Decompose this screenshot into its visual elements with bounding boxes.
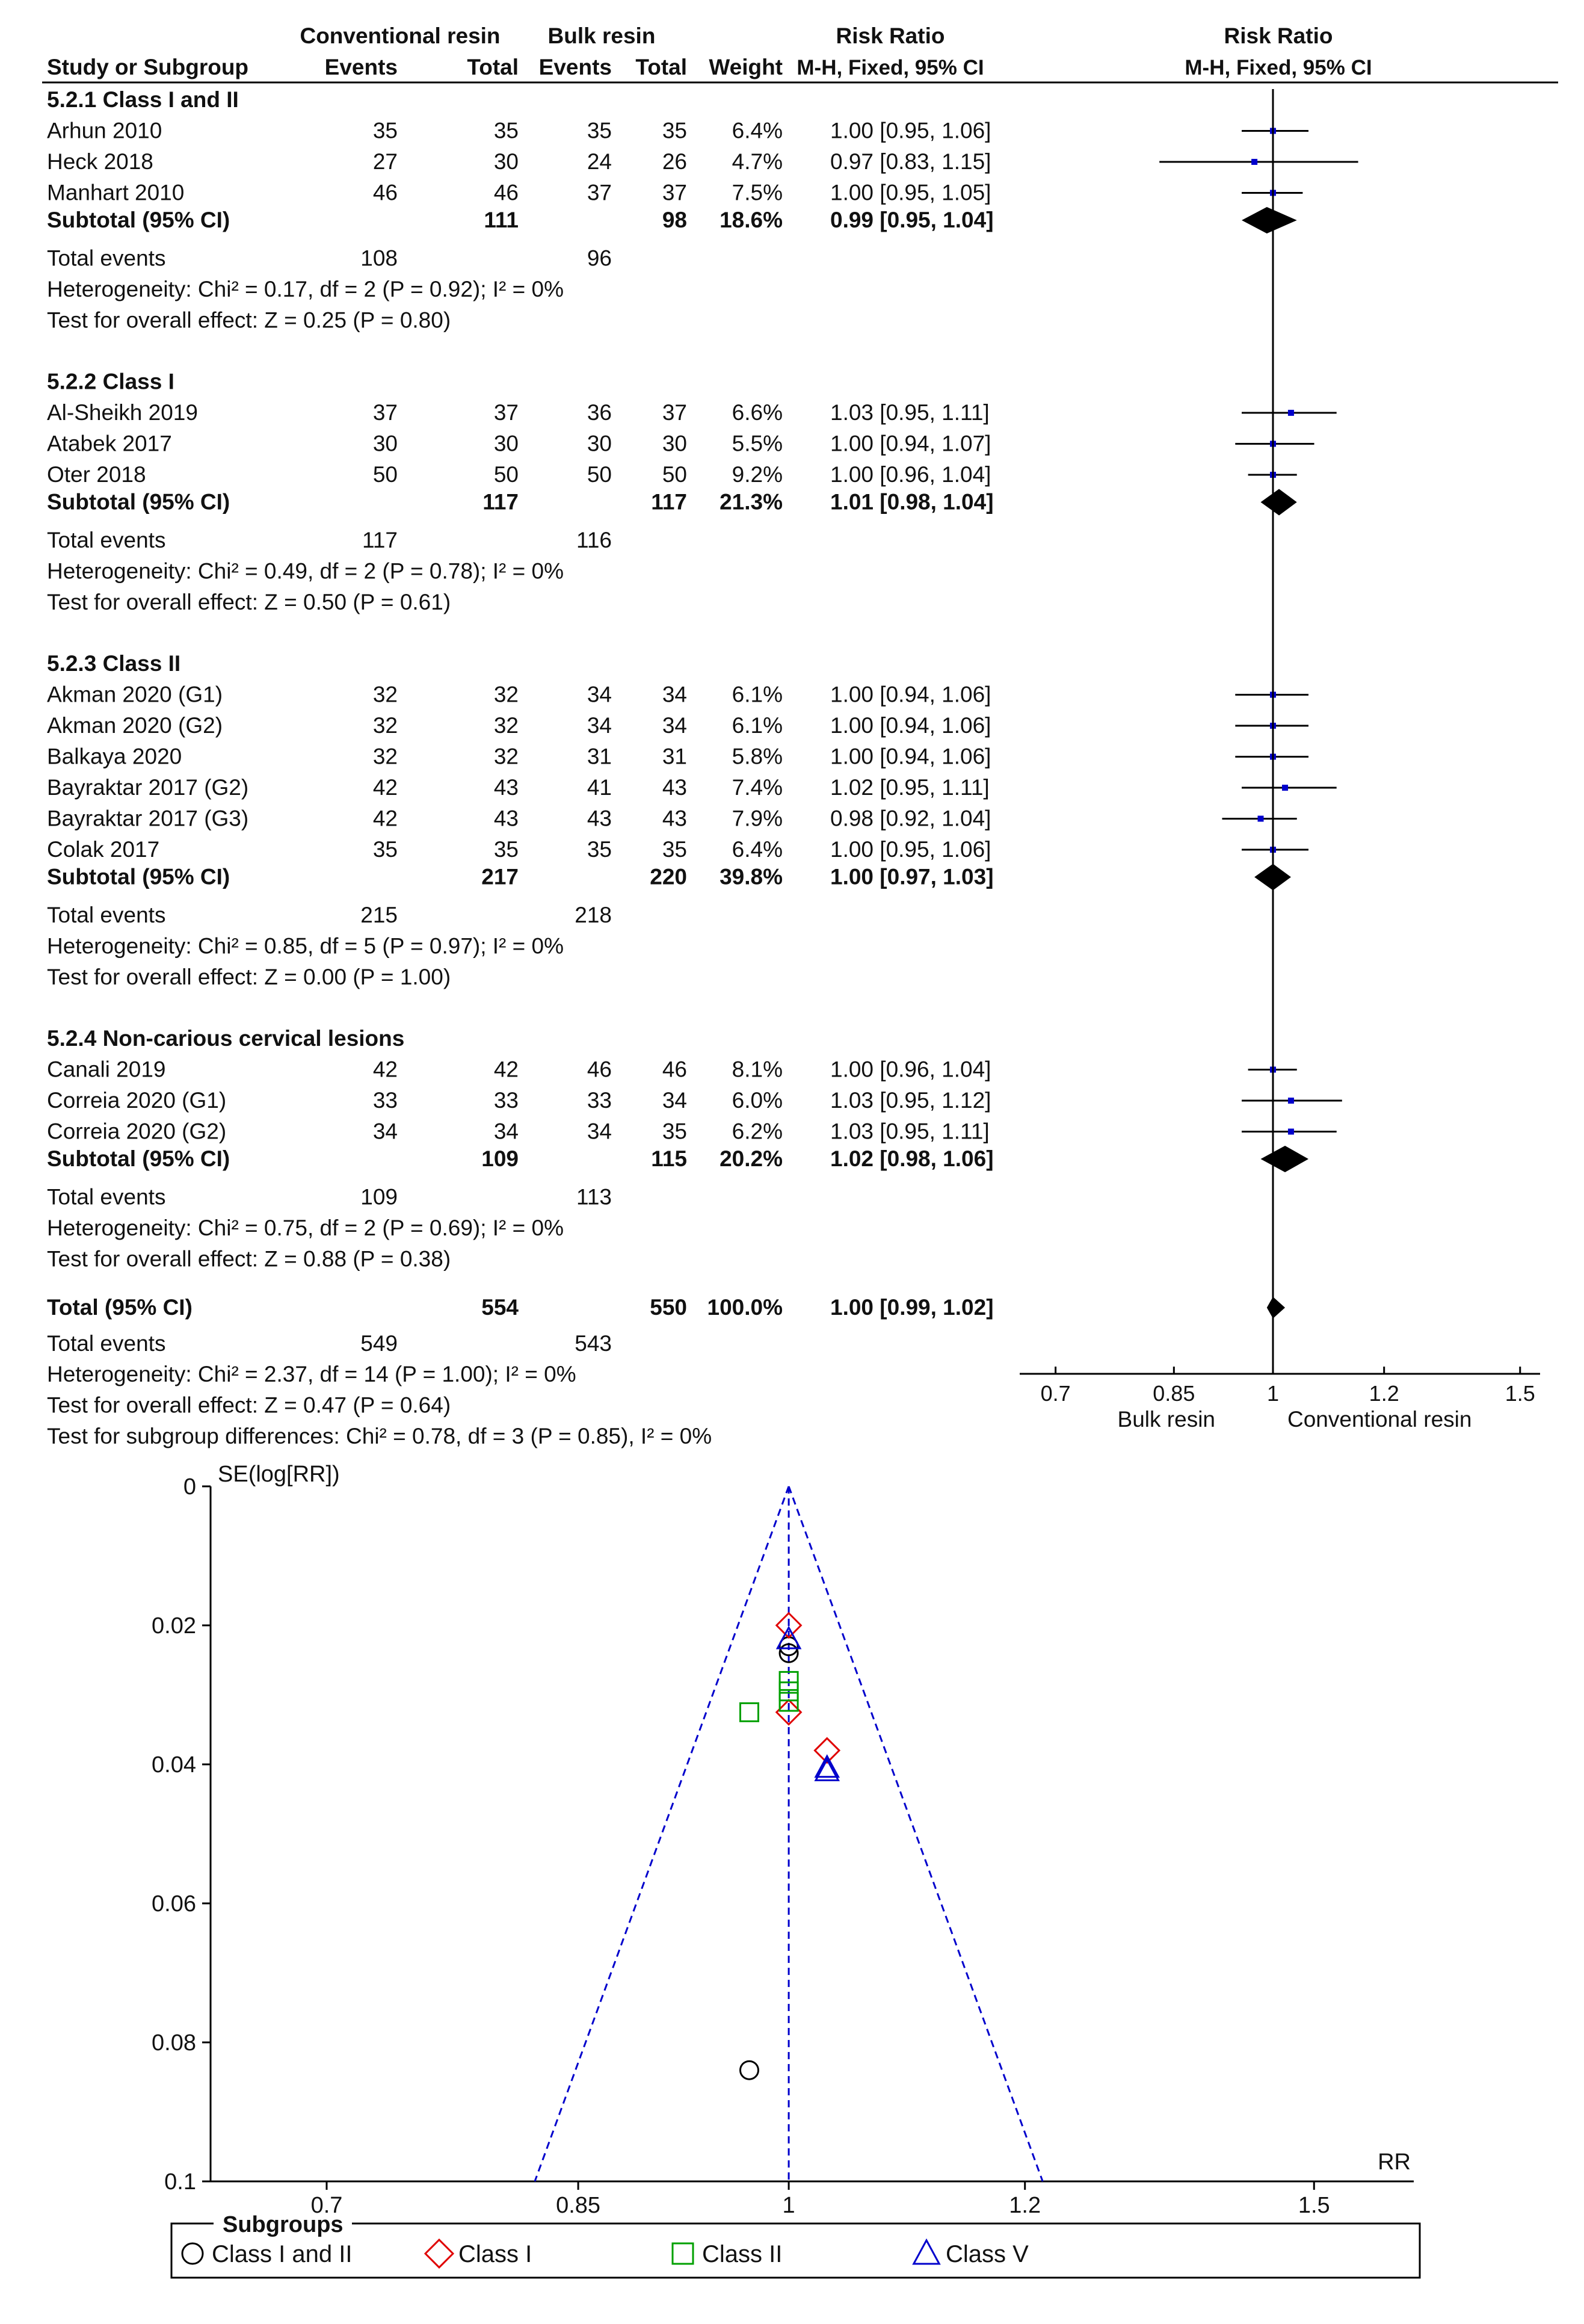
total-events1: 109: [360, 1184, 398, 1210]
study-events2: 41: [587, 775, 612, 800]
funnel-left-limit: [535, 1486, 789, 2181]
funnel-x-tick-label: 0.85: [556, 2193, 601, 2218]
overall-total-events-label: Total events: [47, 1331, 166, 1356]
favours-right-label: Conventional resin: [1287, 1407, 1472, 1432]
study-events2: 43: [587, 806, 612, 831]
header-group2: Bulk resin: [547, 23, 656, 48]
study-ci: 1.03 [0.95, 1.11]: [830, 400, 990, 425]
study-name: Oter 2018: [47, 462, 146, 487]
funnel-y-tick-label: 0.08: [152, 2030, 196, 2056]
study-total2: 34: [662, 1088, 687, 1113]
study-name: Akman 2020 (G2): [47, 713, 223, 738]
study-events2: 50: [587, 462, 612, 487]
study-events2: 46: [587, 1057, 612, 1082]
study-weight: 7.4%: [732, 775, 783, 800]
total-events2: 218: [575, 903, 612, 927]
study-ci: 1.00 [0.94, 1.06]: [830, 744, 991, 769]
study-total2: 34: [662, 682, 687, 707]
total-events2: 116: [576, 528, 612, 552]
total-diamond: [1267, 1297, 1285, 1318]
funnel-y-tick-label: 0.02: [152, 1613, 196, 1639]
study-events2: 34: [587, 713, 612, 738]
footer-line: Test for overall effect: Z = 0.47 (P = 0.64): [47, 1392, 451, 1418]
footer-line: Heterogeneity: Chi² = 2.37, df = 14 (P = 1.00); I² = 0%: [47, 1362, 576, 1386]
study-name: Manhart 2010: [47, 180, 185, 205]
header-plot-method: M-H, Fixed, 95% CI: [1185, 56, 1372, 79]
legend-box: [171, 2224, 1420, 2278]
header-group1: Conventional resin: [300, 23, 501, 48]
study-name: Correia 2020 (G2): [47, 1119, 227, 1144]
study-name: Colak 2017: [47, 837, 160, 862]
study-weight: 6.0%: [732, 1088, 783, 1113]
legend-marker-triangle: [914, 2240, 940, 2264]
study-ci: 1.00 [0.95, 1.05]: [830, 180, 991, 205]
study-ci: 1.00 [0.96, 1.04]: [830, 1057, 991, 1082]
overall-effect: Test for overall effect: Z = 0.50 (P = 0.61): [47, 590, 451, 614]
study-events2: 36: [587, 400, 612, 425]
study-total1: 32: [493, 744, 519, 769]
subtotal-weight: 20.2%: [720, 1146, 783, 1171]
funnel-x-tick-label: 1.5: [1298, 2193, 1330, 2218]
funnel-y-tick-label: 0.06: [152, 1891, 196, 1917]
study-ci: 1.00 [0.94, 1.07]: [830, 431, 991, 456]
funnel-plot: [152, 1462, 1420, 2278]
subtotal-label: Subtotal (95% CI): [47, 864, 230, 889]
study-total1: 30: [493, 149, 519, 174]
subtotal-total2: 98: [662, 208, 687, 232]
forest-tick-label: 0.7: [1040, 1381, 1071, 1406]
header-method: M-H, Fixed, 95% CI: [797, 56, 984, 79]
subtotal-total2: 115: [651, 1146, 687, 1171]
study-total2: 37: [662, 180, 687, 205]
study-point: [1258, 816, 1264, 822]
study-ci: 0.97 [0.83, 1.15]: [830, 149, 991, 174]
study-total2: 35: [662, 118, 687, 143]
legend-label: Class II: [702, 2241, 783, 2267]
header-weight: Weight: [709, 55, 783, 79]
total-events-label: Total events: [47, 903, 166, 927]
subtotal-total1: 109: [481, 1146, 519, 1171]
funnel-y-tick-label: 0.04: [152, 1752, 196, 1778]
legend-marker-circle: [182, 2243, 203, 2264]
study-name: Bayraktar 2017 (G3): [47, 806, 249, 831]
study-total2: 26: [662, 149, 687, 174]
total-total1: 554: [481, 1295, 519, 1320]
study-ci: 1.02 [0.95, 1.11]: [830, 775, 990, 800]
total-events-label: Total events: [47, 1184, 166, 1210]
forest-tick-label: 1.5: [1505, 1381, 1535, 1406]
favours-left-label: Bulk resin: [1117, 1407, 1215, 1432]
study-events1: 42: [372, 806, 398, 831]
study-point: [1288, 1129, 1294, 1135]
heterogeneity: Heterogeneity: Chi² = 0.85, df = 5 (P = 0.97); I² = 0%: [47, 933, 564, 959]
study-name: Arhun 2010: [47, 118, 162, 143]
study-events2: 34: [587, 1119, 612, 1144]
total-total2: 550: [650, 1295, 687, 1320]
subtotal-label: Subtotal (95% CI): [47, 489, 230, 515]
subtotal-ci: 0.99 [0.95, 1.04]: [830, 208, 994, 232]
subtotal-total2: 117: [651, 489, 687, 515]
header-risk-ratio: Risk Ratio: [836, 23, 945, 48]
legend-label: Class I: [458, 2241, 532, 2267]
study-events2: 24: [587, 149, 612, 174]
header-events2: Events: [538, 55, 612, 79]
subtotal-total2: 220: [650, 864, 687, 889]
study-ci: 0.98 [0.92, 1.04]: [830, 806, 991, 831]
study-events2: 31: [587, 744, 612, 769]
study-total1: 32: [493, 713, 519, 738]
subtotal-total1: 117: [482, 489, 519, 515]
total-events-label: Total events: [47, 528, 166, 552]
study-total2: 30: [662, 431, 687, 456]
study-total2: 37: [662, 400, 687, 425]
subtotal-weight: 21.3%: [720, 489, 783, 515]
total-label: Total (95% CI): [47, 1295, 193, 1320]
study-events2: 35: [587, 837, 612, 862]
study-total1: 50: [493, 462, 519, 487]
study-total1: 37: [493, 400, 519, 425]
study-total2: 50: [662, 462, 687, 487]
funnel-x-tick-label: 1: [782, 2193, 795, 2218]
study-ci: 1.00 [0.95, 1.06]: [830, 118, 991, 143]
funnel-x-tick-label: 0.7: [310, 2193, 343, 2218]
subgroup-title: 5.2.1 Class I and II: [47, 87, 239, 112]
study-name: Canali 2019: [47, 1057, 166, 1082]
study-events1: 32: [372, 713, 398, 738]
subtotal-diamond: [1242, 207, 1297, 233]
study-events1: 42: [372, 775, 398, 800]
study-total2: 43: [662, 775, 687, 800]
study-ci: 1.00 [0.94, 1.06]: [830, 682, 991, 707]
study-total2: 35: [662, 837, 687, 862]
funnel-point-circle: [740, 2061, 758, 2079]
heterogeneity: Heterogeneity: Chi² = 0.17, df = 2 (P = 0.92); I² = 0%: [47, 277, 564, 301]
subgroup-title: 5.2.2 Class I: [47, 369, 174, 394]
study-events1: 32: [372, 682, 398, 707]
study-weight: 6.6%: [732, 400, 783, 425]
study-name: Bayraktar 2017 (G2): [47, 775, 249, 800]
legend-label: Class V: [946, 2241, 1029, 2267]
total-ci: 1.00 [0.99, 1.02]: [830, 1295, 994, 1320]
study-total2: 31: [662, 744, 687, 769]
study-total1: 34: [493, 1119, 519, 1144]
study-ci: 1.00 [0.95, 1.06]: [830, 837, 991, 862]
overall-total-events1: 549: [360, 1331, 398, 1356]
subtotal-ci: 1.00 [0.97, 1.03]: [830, 864, 994, 889]
heterogeneity: Heterogeneity: Chi² = 0.49, df = 2 (P = 0.78); I² = 0%: [47, 558, 564, 584]
subgroup-title: 5.2.4 Non-carious cervical lesions: [47, 1026, 405, 1051]
subtotal-total1: 111: [484, 208, 519, 232]
study-events2: 37: [587, 180, 612, 205]
study-weight: 7.5%: [732, 180, 783, 205]
legend-label: Class I and II: [212, 2241, 353, 2267]
study-total1: 30: [493, 431, 519, 456]
header-plot-risk-ratio: Risk Ratio: [1224, 23, 1333, 48]
study-events2: 30: [587, 431, 612, 456]
subtotal-weight: 39.8%: [720, 864, 783, 889]
study-weight: 6.4%: [732, 118, 783, 143]
funnel-x-tick-label: 1.2: [1009, 2193, 1041, 2218]
overall-effect: Test for overall effect: Z = 0.25 (P = 0.80): [47, 307, 451, 333]
study-point: [1288, 1098, 1294, 1104]
study-total1: 33: [493, 1088, 519, 1113]
subtotal-diamond: [1261, 1146, 1309, 1172]
subtotal-ci: 1.02 [0.98, 1.06]: [830, 1146, 994, 1171]
study-ci: 1.03 [0.95, 1.11]: [830, 1119, 990, 1144]
overall-effect: Test for overall effect: Z = 0.00 (P = 1.00): [47, 965, 451, 989]
total-events1: 108: [360, 246, 398, 271]
study-name: Correia 2020 (G1): [47, 1088, 227, 1113]
study-events1: 30: [372, 431, 398, 456]
study-events2: 33: [587, 1088, 612, 1113]
study-name: Al-Sheikh 2019: [47, 400, 198, 425]
study-total2: 43: [662, 806, 687, 831]
forest-tick-label: 1.2: [1369, 1381, 1399, 1406]
subtotal-label: Subtotal (95% CI): [47, 208, 230, 232]
study-total1: 46: [493, 180, 519, 205]
study-total1: 43: [493, 775, 519, 800]
study-events1: 37: [372, 400, 398, 425]
header-events1: Events: [324, 55, 398, 79]
study-events1: 50: [372, 462, 398, 487]
total-events-label: Total events: [47, 246, 166, 271]
study-name: Balkaya 2020: [47, 744, 182, 769]
study-events1: 35: [372, 118, 398, 143]
study-point: [1282, 785, 1288, 791]
total-events1: 117: [362, 528, 398, 552]
study-events1: 32: [372, 744, 398, 769]
header-total1: Total: [467, 55, 519, 79]
funnel-point-square: [740, 1703, 758, 1721]
funnel-y-tick-label: 0.1: [164, 2169, 196, 2195]
study-weight: 4.7%: [732, 149, 783, 174]
study-point: [1288, 410, 1294, 416]
study-point: [1251, 159, 1257, 165]
legend-title: Subgroups: [223, 2212, 344, 2237]
legend-marker-diamond: [425, 2240, 453, 2267]
study-name: Heck 2018: [47, 149, 153, 174]
study-total2: 46: [662, 1057, 687, 1082]
subgroup-title: 5.2.3 Class II: [47, 651, 181, 676]
study-weight: 8.1%: [732, 1057, 783, 1082]
study-events1: 35: [372, 837, 398, 862]
heterogeneity: Heterogeneity: Chi² = 0.75, df = 2 (P = 0.69); I² = 0%: [47, 1216, 564, 1240]
header-study: Study or Subgroup: [47, 55, 249, 79]
footer-line: Test for subgroup differences: Chi² = 0.78, df = 3 (P = 0.85), I² = 0%: [47, 1424, 712, 1448]
forest-plot: [42, 23, 1558, 1448]
funnel-y-tick-label: 0: [183, 1474, 196, 1500]
funnel-x-label: RR: [1378, 2149, 1411, 2175]
study-events1: 33: [372, 1088, 398, 1113]
study-events2: 35: [587, 118, 612, 143]
study-ci: 1.03 [0.95, 1.12]: [830, 1088, 991, 1113]
legend-marker-square: [673, 2243, 693, 2264]
study-ci: 1.00 [0.94, 1.06]: [830, 713, 991, 738]
study-weight: 5.5%: [732, 431, 783, 456]
header-total2: Total: [635, 55, 687, 79]
study-weight: 6.1%: [732, 682, 783, 707]
subtotal-label: Subtotal (95% CI): [47, 1146, 230, 1171]
study-total2: 35: [662, 1119, 687, 1144]
study-total1: 35: [493, 837, 519, 862]
study-total1: 42: [493, 1057, 519, 1082]
study-name: Akman 2020 (G1): [47, 682, 223, 707]
subtotal-weight: 18.6%: [720, 208, 783, 232]
total-events2: 96: [587, 246, 612, 271]
forest-tick-label: 0.85: [1153, 1381, 1195, 1406]
subtotal-total1: 217: [481, 864, 519, 889]
subtotal-ci: 1.01 [0.98, 1.04]: [830, 489, 994, 515]
study-events1: 46: [372, 180, 398, 205]
overall-total-events2: 543: [575, 1331, 612, 1356]
study-weight: 5.8%: [732, 744, 783, 769]
study-weight: 6.2%: [732, 1119, 783, 1144]
study-weight: 9.2%: [732, 462, 783, 487]
subtotal-diamond: [1261, 489, 1297, 516]
study-events2: 34: [587, 682, 612, 707]
study-name: Atabek 2017: [47, 431, 172, 456]
forest-tick-label: 1: [1266, 1381, 1279, 1406]
study-total1: 43: [493, 806, 519, 831]
study-ci: 1.00 [0.96, 1.04]: [830, 462, 991, 487]
total-events2: 113: [576, 1184, 612, 1210]
study-total1: 35: [493, 118, 519, 143]
study-events1: 34: [372, 1119, 398, 1144]
total-events1: 215: [360, 903, 398, 927]
overall-effect: Test for overall effect: Z = 0.88 (P = 0.38): [47, 1246, 451, 1272]
study-events1: 27: [372, 149, 398, 174]
study-weight: 6.4%: [732, 837, 783, 862]
study-total1: 32: [493, 682, 519, 707]
study-events1: 42: [372, 1057, 398, 1082]
funnel-right-limit: [789, 1486, 1043, 2181]
study-weight: 6.1%: [732, 713, 783, 738]
funnel-y-label: SE(log[RR]): [218, 1462, 340, 1487]
study-total2: 34: [662, 713, 687, 738]
total-weight: 100.0%: [707, 1295, 783, 1320]
study-weight: 7.9%: [732, 806, 783, 831]
